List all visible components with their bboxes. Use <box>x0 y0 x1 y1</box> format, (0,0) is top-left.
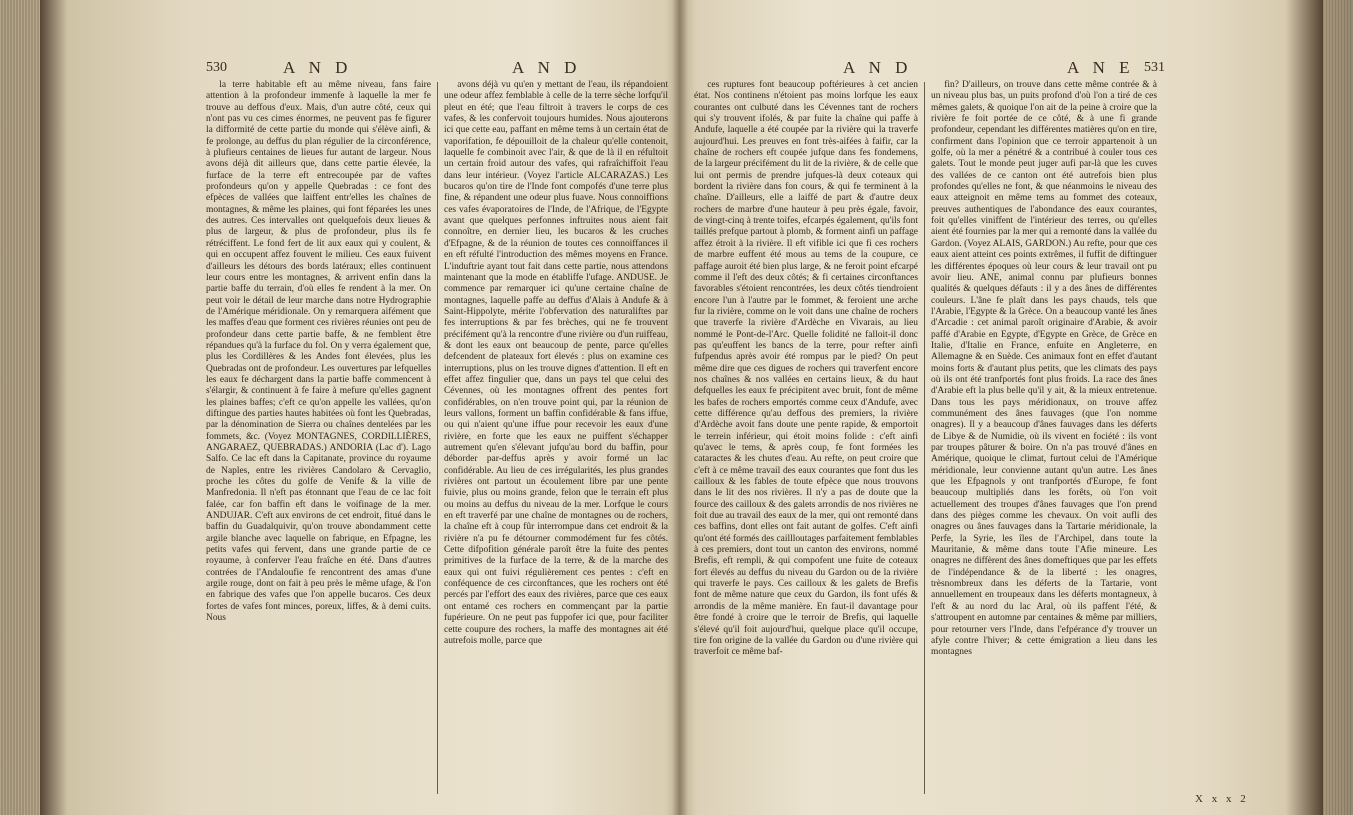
left-page-column-1 <box>206 80 431 800</box>
book-gutter <box>672 0 688 815</box>
right-page-column-2 <box>931 80 1157 792</box>
left-running-head-1: A N D <box>283 58 353 77</box>
left-running-head-2: A N D <box>512 58 582 77</box>
right-running-head-2: A N E <box>1067 58 1135 77</box>
left-header-row <box>206 58 227 76</box>
page-edges-left <box>0 0 40 815</box>
right-col2-text: fin? D'ailleurs, on trouve dans cette même contrée & à un niveau plus bas, un puits profond d'où l'on a tiré de ces mêmes galets, & quoique l'on ait de la peine à croire que la rivière fe foit portée de ce côté, & à une fi grande profondeur, cependant les différentes matières qu'on en tire, confirment dans l'opinion que ce terroir appartenoit à un golfe, où la mer a pénétré & a contribué à couler tous ces galets. Tout le monde peut juger aufi par-là que les cuves des vallées de ce canton ont été autrefois bien plus profondes qu'elles ne font, & que néanmoins le niveau des eaux atteignoit en même tems au fommet des coteaux, preuves authentiques de l'abondance des eaux courantes, foit qu'elles viniffent de l'intérieur des terres, ou qu'elles aient été fournies par la mer qui a remonté dans la vallée du Gardon. (Voyez ALAIS, GARDON.) Au refte, pour que ces eaux aient atteint ces points extrêmes, il fuffit de diftinguer les différentes époques où leur cours & leur travail ont pu avoir lieu. ANE, animal connu par plufieurs bonnes qualités & quelques défauts : il y a des ânes de différentes couleurs. L'âne fe plaît dans les pays chauds, tels que l'Arabie, l'Egypte & la Grèce. On a beaucoup vanté les ânes d'Arcadie : cet animal paroît originaire d'Arabie, & avoir paffé d'Arabie en Egypte, d'Egypte en Grèce, de Grèce en Italie, d'Italie en France, enfuite en Angleterre, en Allemagne & en Suède. Ces animaux font en effet d'autant moins forts & d'autant plus petits, que les climats des pays où ils ont été tranfportés font plus froids. La race des ânes d'Arabie eft la plus belle qu'il y ait, & la mieux entretenue. Dans tous les pays méridionaux, on trouve affez communément des ânes fauvages (que l'on nomme onagres). Il y a beaucoup d'ânes fauvages dans les déferts de Libye & de Numidie, où ils vivent en fociété : ils vont par troupes pâturer & boire. On n'a pas trouvé d'ânes en Amérique, quoique le climat, furtout celui de l'Amérique méridionale, leur convienne autant qu'un autre. Les ânes que les Efpagnols y ont tranfportés d'Europe, fe font beaucoup multipliés dans les forêts, où l'on voit actuellement des troupes d'ânes fauvages que l'on prend dans des pièges comme les chevaux. On voit aufli des onagres ou ânes fauvages dans la Tartarie méridionale, la Perfe, la Syrie, les îles de l'Archipel, dans toute la Mauritanie, & même dans toute l'Afie mineure. Les onagres ne diffèrent des ânes domeftiques que par les effets de l'indépendance & de la liberté : les onagres, trèsnombreux dans les déferts de la Tartarie, vont annuellement en troupeaux dans les déferts montagneux, à l'eft & au nord du lac Aral, où ils paffent l'été, & s'attroupent en automne par centaines & même par milliers, pour retourner vers l'Inde, dans l'efpérance d'y trouver un afyle contre l'hiver; & cette émigration a lieu dans les montagnes <box>931 80 1157 658</box>
right-header-wrap <box>843 58 912 78</box>
page-edges-right <box>1323 0 1353 815</box>
left-page-number: 530 <box>206 60 227 75</box>
left-column-rule <box>437 82 438 794</box>
right-page-column-1 <box>694 80 918 800</box>
right-running-head-1: A N D <box>843 58 913 77</box>
left-col2-text: avons déjà vu qu'en y mettant de l'eau, ils répandoient une odeur affez femblable à celle de la terre sèche lorfqu'il pleut en été; que l'eau filtroit à travers le corps de ces vafes, & les confervoit toujours humides. Nous ajouterons ici que cette eau, paffant en même tems à un certain état de vaporifation, fe dépouilloit de la chaleur qu'elle contenoit, laquelle fe combinoit avec l'air, & que de là il en réfultoit un certain froid autour des vafes, qui rafraîchiffoit l'eau dans leur intérieur. (Voyez l'article ALCARAZAS.) Les bucaros qu'on tire de l'Inde font compofés d'une terre plus fine, & répandent une odeur plus fuave. Nous connoiffions ces vafes évaporatoires de l'Inde, de l'Afrique, de l'Egypte avant que quelques perfonnes inftruites nous aient fait connoître, en dernier lieu, les bucaros & les cruches d'Efpagne, & de la réunion de toutes ces connoiffances il en eft réfulté l'introduction des mêmes moyens en France. L'induftrie ayant tout fait dans cette partie, nous attendons maintenant que la mode en établiffe l'ufage. ANDUSE. Je commence par remarquer ici qu'une certaine chaîne de montagnes, laquelle paffe au deffus d'Alais à Andufe & à Saint-Hippolyte, mérite l'obfervation des naturaliftes par fes interruptions & par fes brèches, qui ne fe trouvent précifément qu'à la rencontre d'une rivière ou d'un ruiffeau, & dont les eaux ont beaucoup de pente, parce qu'elles defcendent de plateaux fort élevés : plus on examine ces interruptions, plus on les trouve dignes d'attention. Il eft en effet affez fingulier que, dans un pays tel que celui des Cévennes, où les montagnes offrent des pentes fort confidérables, on n'en trouve point qui, par la réunion de leurs vallons, forment un baffin confidérable & fans iffue, ou qui n'aient qu'une iffue pour recevoir les eaux d'une rivière, en forte que les eaux ne puiffent s'échapper autrement qu'en s'élevant jufqu'au bord du baffin, pour déborder par-deffus après y avoir formé un lac confidérable. Au lieu de ces irrégularités, les plus grandes rivières ont partout un écoulement libre par une pente fuivie, plus ou moins grande, felon que le terrain eft plus ou moins au deffus du niveau de la mer. Lorfque le cours en eft traverfé par une chaîne de montagnes ou de rochers, la chaîne eft à coup fûr interrompue dans cet endroit & la rivière n'a pu fe détourner commodément fur fes côtés. Cette difpofition générale paroît être la fuite des pentes primitives de la furface de la terre, & de la marche des eaux qui ont fuivi régulièrement ces pentes : c'eft en conféquence de ces circonftances, que les rochers ont été percés par l'effort des eaux des rivières, parce que ces eaux ont entamé ces rochers en commençant par la partie fupérieure. On ne peut pas fuppofer ici que, pour faciliter cette coupure des rochers, la maffe des montagnes ait été autrefois molle, parce que <box>444 80 668 646</box>
right-column-rule <box>924 82 925 794</box>
signature-mark: X x x 2 <box>1195 793 1249 805</box>
right-page-number: 531 <box>1144 60 1165 75</box>
left-header-wrap <box>283 58 352 78</box>
left-col1-text: la terre habitable eft au même niveau, fans faire attention à la profondeur immenfe à laquelle la mer fe trouve au deffous d'eux. Mais, d'un autre côté, ceux qui n'ont pas vu ces cimes énormes, ne peuvent pas fe figurer la difformité de cette partie du monde qui s'élève ainfi, & fe prolonge, au deffus du plan régulier de la circonférence, à plufieurs centaines de lieues fur autant de largeur. Nous avons déjà dit ailleurs que, dans cette partie élevée, la furface de la terre eft entrecoupée par de vaftes profondeurs qu'on y appelle Quebradas : ce font des efpèces de vallées que laiffent entr'elles les chaînes de montagnes, & même les plaines, qui font féparées les unes des autres. Ces intervalles ont quelquefois deux lieues & plus de largeur, & plus de profondeur, plus ils fe rétréciffent. Le fond fert de lit aux eaux qui y coulent, & qui en occupent affez fouvent le milieu. Ces eaux fuivent d'ailleurs les détours des bords latéraux; elles continuent leur cours entre les montagnes, & arrivent enfin dans la partie baffe du terrain, d'où elles fe rendent à la mer. On peut voir le détail de leur marche dans notre Hydrographie de l'Amérique méridionale. On y remarquera aifément que les maffes d'eau que forment ces rivières réunies ont peu de profondeur dans cette partie baffe, & ne femblent être répandues qu'à la furface du fol. On y verra également que, plus les Cordillères & les Andes font élevées, plus les Quebradas ont de profondeur. Les ouvertures par lefquelles les eaux fe déchargent dans la partie baffe commencent à s'élargir, & continuent à fe faire à mefure qu'elles gagnent les plaines baffes; c'eft ce qu'on appelle les vallées, qu'on diftingue des parties hautes habitées où font les Quebradas, par la dénomination de Sierra ou chaînes dentelées par les fommets, &c. (Voyez MONTAGNES, CORDILLIÈRES, ANGARAEZ, QUEBRADAS.) ANDORIA (Lac d'). Lago Salfo. Ce lac eft dans la Capitanate, province du royaume de Naples, entre les rivières Candolaro & Cervaglio, proche les côtes du golfe de Venife & la ville de Manfredonia. Il n'eft pas étonnant que l'eau de ce lac foit falée, car fon baffin eft dans le voifinage de la mer. ANDUJAR. C'eft aux environs de cet endroit, fitué dans le baffin du Guadalquivir, qu'on trouve abondamment cette argile blanche avec laquelle on fabrique, en Efpagne, les petits vafes qui fervent, dans une grande partie de ce royaume, à conferver l'eau fraîche en été. Dans d'autres contrées de l'Andaloufie fe rencontrent des amas d'une argile rouge, dont on fait à peu près le même ufage, & l'on en fabrique des vafes que l'on appelle bucaros. Ces deux fortes de vafes font minces, poreux, liffes, & à demi cuits. Nous <box>206 80 431 624</box>
left-header-wrap-2 <box>512 58 581 78</box>
left-page-column-2 <box>444 80 668 800</box>
right-header-wrap-2 <box>1067 58 1135 78</box>
right-header-row <box>1144 58 1165 76</box>
right-col1-text: ces ruptures font beaucoup poftérieures à cet ancien état. Nos continens n'étoient pas moins lorfque les eaux courantes ont culbuté dans les Cévennes tant de rochers qui s'y trouvent ifolés, & par fuite la chaîne qui paffe à Andufe, laquelle a été coupée par la rivière qui la traverfe aujourd'hui. Les preuves en font très-aifées à faifir, car la chaîne de rochers eft coupée jufque dans fes fondemens, de la largeur précifément du lit de la rivière, & de celle que lui ont permis de prendre jufques-là deux coteaux qui bordent la rivière dans fon cours, & qui fe terminent à la chaîne. D'ailleurs, elle a laiffé de part & d'autre deux rochers de marbre d'une hauteur à peu près égale, favoir, de vingt-cinq à trente toifes, efcarpés également, qu'ils font taillés prefque partout à plomb, & forment ainfi un paffage affez étroit à la rivière. Il eft vifible ici que fi ces rochers de marbre euffent été mous au tems de la coupure, ce paffage auroit été bien plus large, & ne feroit point efcarpé comme il l'eft des deux côtés; & fi certaines circonftances favorables s'étoient rencontrées, les deux côtés tiendroient encore l'un à l'autre par le fommet, & feroient une arche fur la rivière, comme on le voit dans une chaîne de rochers que traverfe la rivière d'Ardèche en Vivarais, au lieu nommé le Pont-de-l'Arc. Quelle folidité ne falloit-il donc pas qu'euffent les bancs de la terre, pour refter ainfi fufpendus après avoir été rompus par le pied? On peut même dire que ces digues de rochers qui traverfent encore nos chaînes & nos vallées en certains lieux, & du haut defquelles les eaux fe précipitent avec bruit, font de même les bafes de rochers emportés comme ceux d'Andufe, avec cette différence qu'au deffous des premiers, la rivière d'Ardèche avoit fans doute une pente rapide, & emportoit le terrein inférieur, qui étoit moins folide : c'eft ainfi qu'avec le tems, & après coup, fe font formées les cataractes & les chutes d'eau. Au refte, on peut croire que c'eft à ce même travail des eaux courantes que font dus les cailloux & les fables de toute efpèce que nous trouvons dans le lit des nos rivières. Il n'y a pas de doute que la fource des cailloux & des galets arrondis de nos rivières ne foit due au travail des eaux de la mer, qui ont remonté dans ces baffins, dont elles ont fait autant de golfes. C'eft ainfi qu'ont été formés des caillloutages parfaitement femblables à ces premiers, dont tout un canton des environs, nommé Brefis, eft rempli, & qui compofent une fuite de coteaux fort élevés au deffus du niveau du Gardon ou de la rivière qui traverfe le pays. Ces cailloux & les galets de Brefis font de même nature que ceux du Gardon, ils font ufés & arrondis de la même manière. En faut-il davantage pour être fondé à croire que le terroir de Brefis, qui laquelle s'élevé qu'il foit aujourd'hui, quelque place qu'il occupe, tire fon origine de la vallée du Gardon ou d'une rivière qui traverfoit ce même baf- <box>694 80 918 658</box>
